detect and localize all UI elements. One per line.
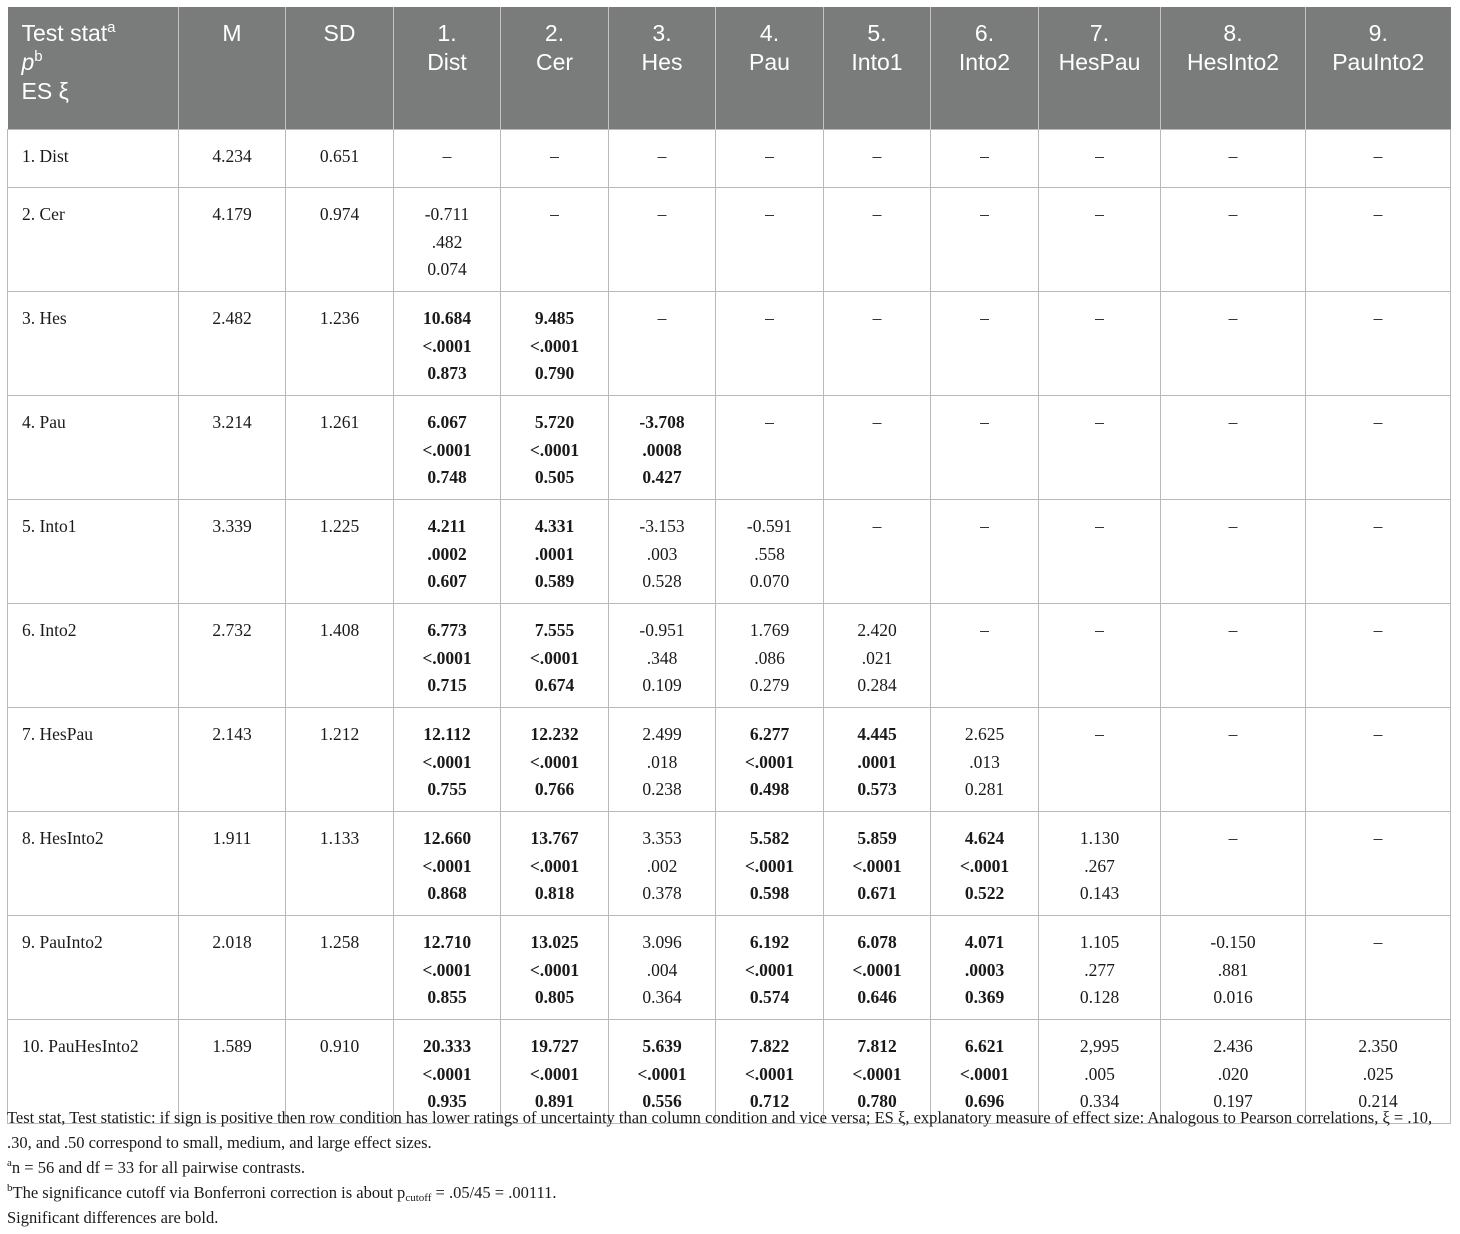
test-stat-value: 12.660 (422, 828, 472, 848)
empty-cell: – (931, 396, 1039, 500)
contrast-cell (394, 604, 501, 708)
p-value: .277 (1084, 959, 1115, 980)
effect-size-value: 0.805 (534, 987, 575, 1008)
empty-cell: – (1161, 292, 1306, 396)
header-col-6: 6. Into2 (931, 7, 1039, 130)
contrast-cell (501, 604, 609, 708)
empty-cell: – (501, 130, 609, 188)
mean-cell: 1.589 (179, 1020, 286, 1124)
sd-cell: 1.408 (286, 604, 394, 708)
header-col-1: 1. Dist (394, 7, 501, 130)
effect-size-value: 0.855 (427, 987, 467, 1008)
empty-cell: – (1306, 812, 1451, 916)
table-notes (7, 1105, 1457, 1230)
empty-cell: – (1161, 604, 1306, 708)
p-value: .020 (1217, 1063, 1249, 1084)
test-stat-value: 3.353 (642, 828, 682, 848)
effect-size-value: 0.598 (749, 883, 790, 904)
empty-cell: – (1039, 130, 1161, 188)
empty-cell: – (1039, 188, 1161, 292)
test-stat-value: 7.822 (749, 1036, 790, 1056)
effect-size-value: 0.128 (1079, 987, 1120, 1008)
effect-size-value: 0.646 (857, 987, 897, 1008)
empty-cell: – (1306, 916, 1451, 1020)
p-value: <.0001 (852, 1063, 902, 1084)
p-value: <.0001 (637, 1063, 687, 1084)
contrast-cell (501, 812, 609, 916)
empty-cell: – (394, 130, 501, 188)
contrast-cell (716, 916, 824, 1020)
test-stat-value: 5.582 (749, 828, 790, 848)
p-value: .267 (1084, 855, 1115, 876)
effect-size-value: 0.607 (427, 571, 467, 592)
row-label: 7. HesPau (8, 708, 179, 812)
row-label: 4. Pau (8, 396, 179, 500)
contrast-cell (1039, 916, 1161, 1020)
sd-cell: 1.258 (286, 916, 394, 1020)
effect-size-value: 0.715 (427, 675, 467, 696)
contrast-cell (824, 708, 931, 812)
contrast-cell (394, 292, 501, 396)
p-value: <.0001 (529, 1063, 580, 1084)
effect-size-value: 0.238 (642, 779, 682, 800)
table-row (8, 188, 1451, 292)
test-stat-value: 12.232 (530, 724, 579, 744)
test-stat-value: -0.591 (746, 516, 793, 536)
test-stat-value: 2.436 (1213, 1036, 1253, 1056)
empty-cell: – (1039, 708, 1161, 812)
empty-cell: – (931, 188, 1039, 292)
p-value: .086 (754, 647, 785, 668)
empty-cell: – (1039, 500, 1161, 604)
test-stat-value: 13.025 (530, 932, 579, 952)
contrast-cell (501, 292, 609, 396)
empty-cell: – (1039, 604, 1161, 708)
effect-size-value: 0.696 (964, 1091, 1005, 1112)
effect-size-value: 0.556 (642, 1091, 682, 1112)
header-es-label: ES ξ (21, 78, 69, 104)
test-stat-value: 4.211 (427, 516, 467, 536)
p-value: <.0001 (529, 647, 580, 668)
contrast-cell (716, 500, 824, 604)
p-value: .558 (754, 543, 785, 564)
empty-cell: – (716, 130, 824, 188)
test-stat-value: 2.499 (642, 724, 682, 744)
effect-size-value: 0.334 (1079, 1091, 1120, 1112)
contrast-cell (931, 812, 1039, 916)
table-row (8, 916, 1451, 1020)
empty-cell: – (824, 130, 931, 188)
effect-size-value: 0.505 (534, 467, 575, 488)
table-body (8, 130, 1451, 1124)
test-stat-value: 6.192 (749, 932, 790, 952)
row-label: 3. Hes (8, 292, 179, 396)
empty-cell: – (1306, 292, 1451, 396)
p-value: .0002 (427, 543, 467, 564)
empty-cell: – (931, 292, 1039, 396)
effect-size-value: 0.522 (964, 883, 1005, 904)
empty-cell: – (501, 188, 609, 292)
p-value: .021 (861, 647, 893, 668)
p-value: <.0001 (422, 855, 472, 876)
contrast-cell (824, 916, 931, 1020)
effect-size-value: 0.712 (749, 1091, 790, 1112)
row-label: 10. PauHesInto2 (8, 1020, 179, 1124)
empty-cell: – (1161, 188, 1306, 292)
contrast-cell (609, 396, 716, 500)
p-value: <.0001 (422, 335, 472, 356)
header-col-2: 2. Cer (501, 7, 609, 130)
p-value: <.0001 (422, 959, 472, 980)
test-stat-value: 2,995 (1079, 1036, 1120, 1056)
effect-size-value: 0.755 (427, 779, 467, 800)
p-value: .005 (1084, 1063, 1115, 1084)
empty-cell: – (1161, 130, 1306, 188)
row-label: 5. Into1 (8, 500, 179, 604)
test-stat-value: 5.639 (642, 1036, 682, 1056)
sd-cell: 1.133 (286, 812, 394, 916)
empty-cell: – (824, 188, 931, 292)
contrast-cell (394, 812, 501, 916)
p-value: .881 (1217, 959, 1249, 980)
test-stat-value: 12.112 (423, 724, 471, 744)
empty-cell: – (716, 292, 824, 396)
header-col-9: 9. PauInto2 (1306, 7, 1451, 130)
empty-cell: – (1306, 604, 1451, 708)
contrast-cell (609, 708, 716, 812)
test-stat-value: 6.078 (857, 932, 897, 952)
empty-cell: – (1306, 500, 1451, 604)
p-value: .0003 (964, 959, 1005, 980)
contrast-cell (1161, 916, 1306, 1020)
p-value: <.0001 (744, 855, 795, 876)
effect-size-value: 0.364 (642, 987, 682, 1008)
effect-size-value: 0.074 (427, 259, 467, 280)
p-value: <.0001 (529, 751, 580, 772)
mean-cell: 1.911 (179, 812, 286, 916)
p-value: .002 (646, 855, 678, 876)
contrast-cell (1039, 812, 1161, 916)
effect-size-value: 0.818 (534, 883, 575, 904)
effect-size-value: 0.873 (427, 363, 467, 384)
table-row (8, 500, 1451, 604)
header-col-7: 7. HesPau (1039, 7, 1161, 130)
header-p-label: p (21, 49, 35, 75)
test-stat-value: -3.153 (639, 516, 685, 536)
empty-cell: – (609, 188, 716, 292)
contrast-cell (394, 396, 501, 500)
table-row (8, 812, 1451, 916)
contrast-cell (716, 812, 824, 916)
effect-size-value: 0.748 (427, 467, 467, 488)
mean-cell: 3.339 (179, 500, 286, 604)
empty-cell: – (824, 500, 931, 604)
empty-cell: – (1161, 812, 1306, 916)
row-label: 2. Cer (8, 188, 179, 292)
contrast-cell (824, 604, 931, 708)
header-teststat-label: Test stat (21, 20, 108, 46)
effect-size-value: 0.214 (1358, 1091, 1398, 1112)
row-label: 6. Into2 (8, 604, 179, 708)
p-value: .025 (1362, 1063, 1394, 1084)
test-stat-value: 4.624 (964, 828, 1005, 848)
p-value: <.0001 (529, 335, 580, 356)
effect-size-value: 0.935 (427, 1091, 467, 1112)
test-stat-value: 6.773 (427, 620, 467, 640)
empty-cell: – (609, 292, 716, 396)
contrast-cell (609, 604, 716, 708)
effect-size-value: 0.790 (534, 363, 575, 384)
row-label: 8. HesInto2 (8, 812, 179, 916)
p-value: .348 (646, 647, 678, 668)
note-a: $^a$n = 56 and df = 33 for all pairwise contrasts. (7, 1157, 305, 1177)
p-value: .018 (646, 751, 678, 772)
test-stat-value: 6.067 (427, 412, 467, 432)
header-col-8: 8. HesInto2 (1161, 7, 1306, 130)
effect-size-value: 0.016 (1213, 987, 1253, 1008)
effect-size-value: 0.780 (857, 1091, 897, 1112)
sd-cell: 0.651 (286, 130, 394, 188)
test-stat-value: 7.812 (857, 1036, 897, 1056)
effect-size-value: 0.197 (1213, 1091, 1253, 1112)
empty-cell: – (716, 188, 824, 292)
row-label: 9. PauInto2 (8, 916, 179, 1020)
test-stat-value: -0.711 (424, 204, 470, 224)
p-value: <.0001 (529, 855, 580, 876)
contrast-cell (501, 916, 609, 1020)
contrast-cell (931, 916, 1039, 1020)
p-value: .013 (969, 751, 1000, 772)
test-stat-value: 5.859 (857, 828, 897, 848)
empty-cell: – (1306, 130, 1451, 188)
contrast-cell (716, 604, 824, 708)
test-stat-value: 4.331 (534, 516, 575, 536)
note-definitions: Test stat, Test statistic: if sign is positive then row condition has lower ratings of uncertainty than column condition and vice versa; ES ξ, explanatory measure of effect size: Analogous to Pearson correlations, ξ = .10, .30, and .50 correspond to small, medium, and large effect sizes. (7, 1108, 1433, 1152)
header-mean: M (179, 7, 286, 130)
effect-size-value: 0.574 (749, 987, 790, 1008)
test-stat-value: 1.105 (1079, 932, 1120, 952)
effect-size-value: 0.369 (964, 987, 1005, 1008)
contrast-cell (394, 916, 501, 1020)
p-value: <.0001 (852, 855, 902, 876)
effect-size-value: 0.671 (857, 883, 897, 904)
p-value: <.0001 (744, 959, 795, 980)
effect-size-value: 0.674 (534, 675, 575, 696)
note-b: $^b$The significance cutoff via Bonferroni correction is about $p_{cutoff} = .05/45 = .00111$. (7, 1182, 557, 1204)
test-stat-value: 13.767 (530, 828, 579, 848)
effect-size-value: 0.279 (749, 675, 790, 696)
test-stat-value: -0.150 (1210, 932, 1256, 952)
header-sd: SD (286, 7, 394, 130)
effect-size-value: 0.109 (642, 675, 682, 696)
contrast-cell (394, 708, 501, 812)
contrast-cell (716, 708, 824, 812)
sd-cell: 1.225 (286, 500, 394, 604)
table-row (8, 292, 1451, 396)
note-bold: Significant differences are bold. (7, 1208, 219, 1227)
footnote-mark-b: b (34, 48, 43, 65)
p-value: <.0001 (744, 751, 795, 772)
p-value: <.0001 (422, 1063, 472, 1084)
effect-size-value: 0.891 (534, 1091, 575, 1112)
table-row (8, 604, 1451, 708)
p-value: <.0001 (422, 439, 472, 460)
contrast-cell (501, 500, 609, 604)
table-row (8, 708, 1451, 812)
p-value: <.0001 (422, 751, 472, 772)
table-row (8, 130, 1451, 188)
contrast-cell (824, 812, 931, 916)
contrast-cell (609, 916, 716, 1020)
effect-size-value: 0.528 (642, 571, 682, 592)
empty-cell: – (824, 396, 931, 500)
effect-size-value: 0.070 (749, 571, 790, 592)
test-stat-value: 4.071 (964, 932, 1005, 952)
table-row (8, 396, 1451, 500)
p-value: <.0001 (529, 439, 580, 460)
effect-size-value: 0.378 (642, 883, 682, 904)
effect-size-value: 0.868 (427, 883, 467, 904)
empty-cell: – (1306, 188, 1451, 292)
p-value: <.0001 (852, 959, 902, 980)
p-value: .004 (646, 959, 678, 980)
test-stat-value: 6.621 (964, 1036, 1005, 1056)
empty-cell: – (609, 130, 716, 188)
p-value: <.0001 (959, 1063, 1010, 1084)
mean-cell: 2.018 (179, 916, 286, 1020)
p-value: .0008 (642, 439, 682, 460)
p-value: .003 (646, 543, 678, 564)
effect-size-value: 0.281 (964, 779, 1005, 800)
test-stat-value: 6.277 (749, 724, 790, 744)
empty-cell: – (1306, 396, 1451, 500)
p-value: .0001 (534, 543, 575, 564)
contrast-cell (501, 708, 609, 812)
test-stat-value: 9.485 (534, 308, 575, 328)
effect-size-value: 0.766 (534, 779, 575, 800)
test-stat-value: 4.445 (857, 724, 897, 744)
empty-cell: – (1161, 500, 1306, 604)
header-col-5: 5. Into1 (824, 7, 931, 130)
footnote-mark-a: a (107, 19, 116, 36)
test-stat-value: -0.951 (639, 620, 685, 640)
mean-cell: 2.482 (179, 292, 286, 396)
test-stat-value: 2.625 (964, 724, 1005, 744)
test-stat-value: 5.720 (534, 412, 575, 432)
effect-size-value: 0.427 (642, 467, 682, 488)
contrast-cell (394, 500, 501, 604)
sd-cell: 0.910 (286, 1020, 394, 1124)
header-col-3: 3. Hes (609, 7, 716, 130)
test-stat-value: 10.684 (422, 308, 472, 328)
contrast-cell (609, 500, 716, 604)
test-stat-value: -3.708 (639, 412, 685, 432)
test-stat-value: 20.333 (422, 1036, 472, 1056)
test-stat-value: 3.096 (642, 932, 682, 952)
p-value: <.0001 (744, 1063, 795, 1084)
empty-cell: – (716, 396, 824, 500)
p-value: <.0001 (529, 959, 580, 980)
sd-cell: 1.212 (286, 708, 394, 812)
p-value: .0001 (857, 751, 897, 772)
mean-cell: 4.234 (179, 130, 286, 188)
header-col-4: 4. Pau (716, 7, 824, 130)
contrast-cell (394, 188, 501, 292)
contrast-cell (931, 708, 1039, 812)
mean-cell: 2.143 (179, 708, 286, 812)
sd-cell: 1.261 (286, 396, 394, 500)
effect-size-value: 0.573 (857, 779, 897, 800)
empty-cell: – (1161, 396, 1306, 500)
header-stat-legend (8, 7, 179, 130)
contrast-cell (501, 396, 609, 500)
empty-cell: – (1039, 292, 1161, 396)
test-stat-value: 1.769 (749, 620, 790, 640)
mean-cell: 3.214 (179, 396, 286, 500)
empty-cell: – (931, 130, 1039, 188)
p-value: <.0001 (959, 855, 1010, 876)
empty-cell: – (931, 500, 1039, 604)
p-value: <.0001 (422, 647, 472, 668)
effect-size-value: 0.589 (534, 571, 575, 592)
empty-cell: – (1039, 396, 1161, 500)
test-stat-value: 19.727 (530, 1036, 579, 1056)
effect-size-value: 0.143 (1079, 883, 1120, 904)
empty-cell: – (824, 292, 931, 396)
test-stat-value: 2.350 (1358, 1036, 1398, 1056)
test-stat-value: 12.710 (422, 932, 472, 952)
mean-cell: 2.732 (179, 604, 286, 708)
effect-size-value: 0.284 (857, 675, 897, 696)
row-label: 1. Dist (8, 130, 179, 188)
test-stat-value: 7.555 (534, 620, 575, 640)
sd-cell: 1.236 (286, 292, 394, 396)
results-table (7, 7, 1451, 1124)
p-value: .482 (431, 231, 463, 252)
effect-size-value: 0.498 (749, 779, 790, 800)
test-stat-value: 1.130 (1079, 828, 1120, 848)
table-header-row (8, 7, 1451, 130)
empty-cell: – (931, 604, 1039, 708)
mean-cell: 4.179 (179, 188, 286, 292)
empty-cell: – (1161, 708, 1306, 812)
empty-cell: – (1306, 708, 1451, 812)
test-stat-value: 2.420 (857, 620, 897, 640)
contrast-cell (609, 812, 716, 916)
sd-cell: 0.974 (286, 188, 394, 292)
